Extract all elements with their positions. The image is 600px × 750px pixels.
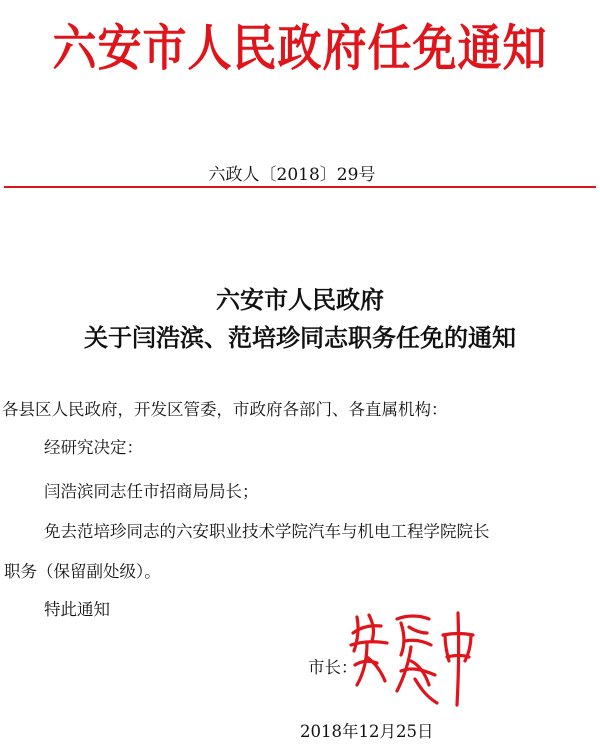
closing-paragraph: 特此通知 <box>44 600 110 619</box>
issue-date: 2018年12月25日 <box>300 722 434 741</box>
red-divider-rule <box>4 186 596 188</box>
notice-title-line-1: 六安市人民政府 <box>216 285 384 314</box>
removal-paragraph-line-1: 免去范培珍同志的六安职业技术学院汽车与机电工程学院院长 <box>44 522 490 541</box>
appointment-paragraph: 闫浩滨同志任市招商局局长； <box>44 482 259 501</box>
mayor-label: 市长： <box>308 658 358 677</box>
masthead-title: 六安市人民政府任免通知 <box>52 20 548 78</box>
handwritten-signature <box>345 605 485 710</box>
addressee-line: 各县区人民政府，开发区管委，市政府各部门、各直属机构： <box>2 400 448 419</box>
removal-paragraph-line-2: 职务（保留副处级）。 <box>4 562 161 581</box>
notice-title-line-2: 关于闫浩滨、范培珍同志职务任免的通知 <box>84 323 516 352</box>
document-number: 六政人〔2018〕29号 <box>208 165 376 185</box>
decision-paragraph: 经研究决定： <box>44 438 143 457</box>
